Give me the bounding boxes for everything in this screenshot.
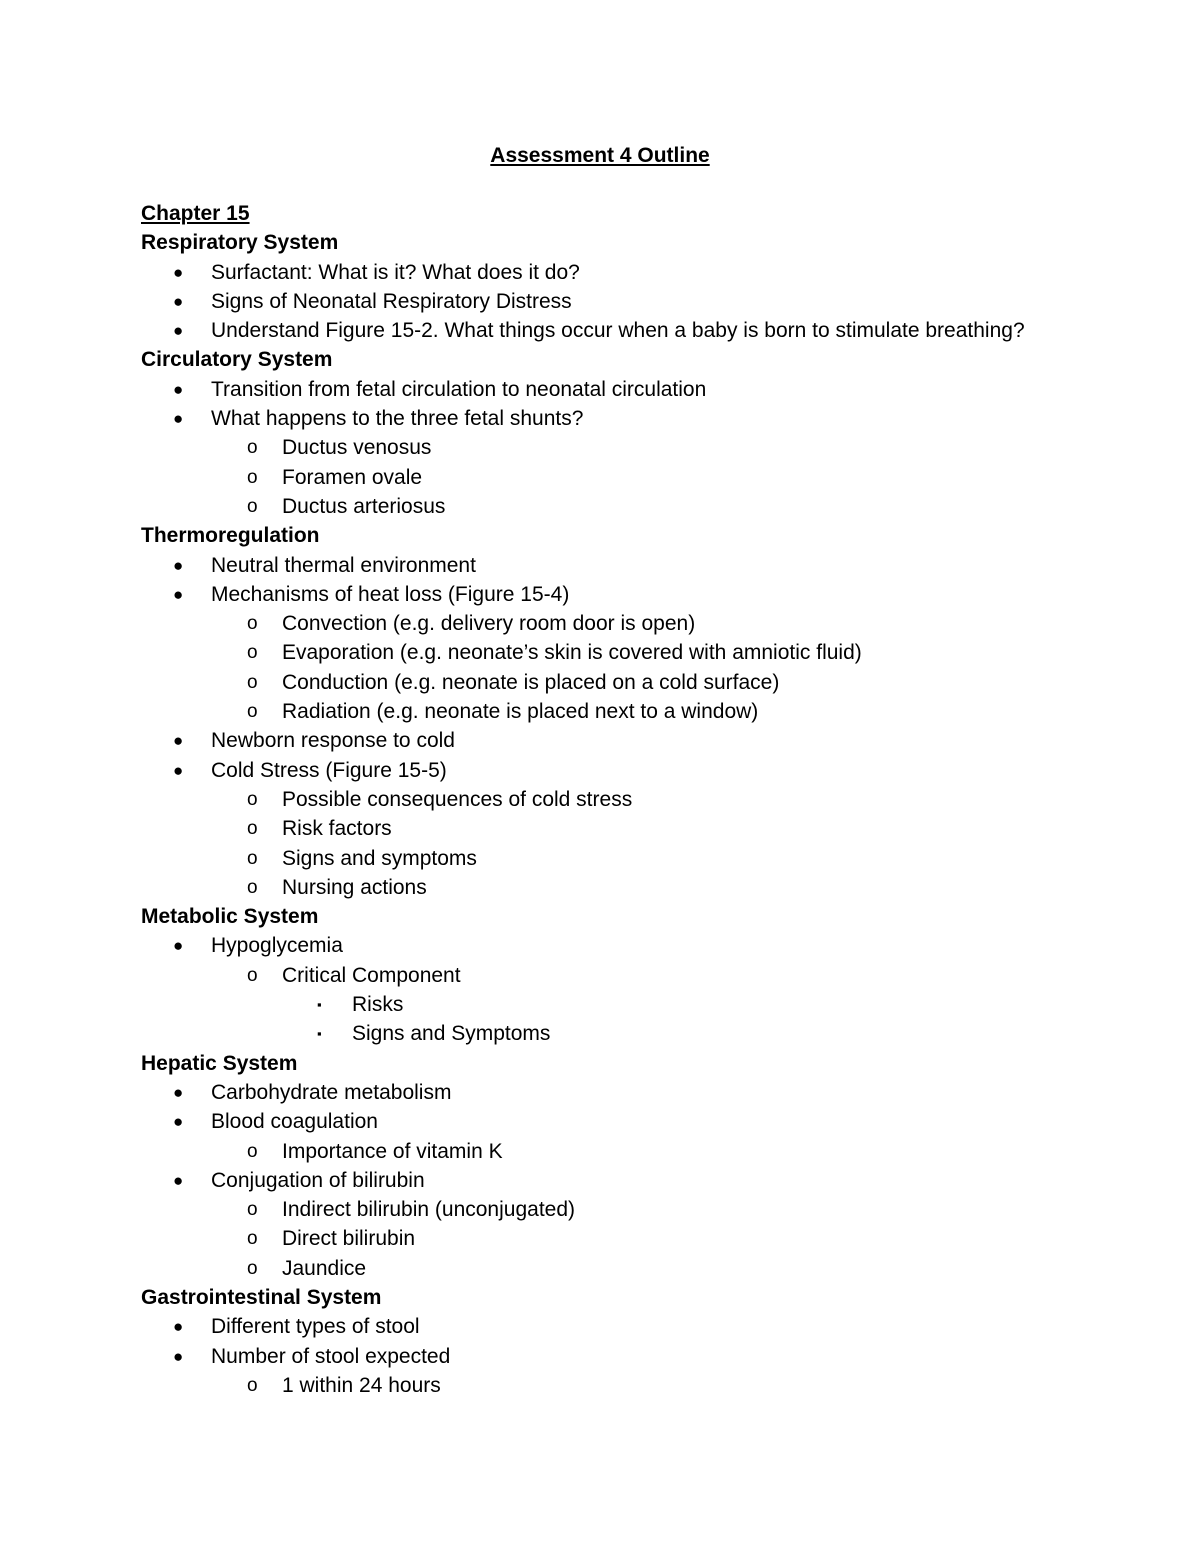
list-item-text: Conduction (e.g. neonate is placed on a cold surface)	[282, 670, 780, 694]
circle-marker-icon: o	[247, 495, 258, 517]
list-item-text: Surfactant: What is it? What does it do?	[211, 260, 580, 284]
bullet-marker-icon: ●	[173, 1346, 184, 1366]
list-item	[141, 1019, 1141, 1048]
list-item	[141, 258, 1141, 287]
list-item	[141, 1107, 1141, 1136]
circle-marker-icon: o	[247, 847, 258, 869]
chapter-heading: Chapter 15	[141, 202, 250, 225]
circle-marker-icon: o	[247, 788, 258, 810]
section-heading: Thermoregulation	[141, 524, 320, 548]
list-item-text: Convection (e.g. delivery room door is open)	[282, 612, 696, 636]
list-item	[141, 844, 1141, 873]
list-item	[141, 1078, 1141, 1107]
list-item-text: Understand Figure 15-2. What things occur when a baby is born to stimulate breathing?	[211, 319, 1025, 343]
list-item	[141, 1312, 1141, 1341]
list-item	[141, 1371, 1141, 1400]
square-marker-icon: ▪	[317, 1026, 322, 1042]
list-item	[141, 990, 1141, 1019]
list-item	[141, 668, 1141, 697]
list-item	[141, 433, 1141, 462]
circle-marker-icon: o	[247, 1140, 258, 1162]
circle-marker-icon: o	[247, 1374, 258, 1396]
list-item	[141, 375, 1141, 404]
list-item-text: What happens to the three fetal shunts?	[211, 407, 584, 431]
list-item	[141, 609, 1141, 638]
bullet-marker-icon: ●	[173, 262, 184, 282]
list-item	[141, 463, 1141, 492]
list-item-text: Different types of stool	[211, 1315, 420, 1339]
list-item-text: Number of stool expected	[211, 1344, 451, 1368]
list-item-text: Direct bilirubin	[282, 1227, 416, 1251]
list-item	[141, 287, 1141, 316]
circle-marker-icon: o	[247, 964, 258, 986]
list-item-text: Jaundice	[282, 1256, 367, 1280]
bullet-marker-icon: ●	[173, 760, 184, 780]
list-item	[141, 316, 1141, 345]
circle-marker-icon: o	[247, 701, 258, 723]
list-item-text: Nursing actions	[282, 875, 427, 899]
circle-marker-icon: o	[247, 876, 258, 898]
list-item-text: Signs and symptoms	[282, 846, 477, 870]
list-item	[141, 638, 1141, 667]
bullet-marker-icon: ●	[173, 1082, 184, 1102]
list-item-text: Risks	[352, 993, 404, 1017]
list-item	[141, 931, 1141, 960]
list-item	[141, 551, 1141, 580]
list-item-text: Risk factors	[282, 817, 392, 841]
list-item-text: Ductus arteriosus	[282, 494, 446, 518]
list-item	[141, 1342, 1141, 1371]
list-item	[141, 580, 1141, 609]
list-item-text: Neutral thermal environment	[211, 553, 476, 577]
list-item-text: Signs of Neonatal Respiratory Distress	[211, 289, 572, 313]
list-item	[141, 785, 1141, 814]
bullet-marker-icon: ●	[173, 321, 184, 341]
list-item-text: Radiation (e.g. neonate is placed next to a window)	[282, 700, 759, 724]
circle-marker-icon: o	[247, 613, 258, 635]
circle-marker-icon: o	[247, 642, 258, 664]
circle-marker-icon: o	[247, 1199, 258, 1221]
list-item-text: Indirect bilirubin (unconjugated)	[282, 1198, 576, 1222]
list-item-text: Blood coagulation	[211, 1110, 378, 1134]
section-heading: Hepatic System	[141, 1051, 298, 1075]
list-item-text: Importance of vitamin K	[282, 1139, 503, 1163]
list-item	[141, 756, 1141, 785]
list-item	[141, 1254, 1141, 1283]
circle-marker-icon: o	[247, 466, 258, 488]
circle-marker-icon: o	[247, 1228, 258, 1250]
circle-marker-icon: o	[247, 671, 258, 693]
list-item-text: Newborn response to cold	[211, 729, 455, 753]
list-item-text: Cold Stress (Figure 15-5)	[211, 758, 447, 782]
list-item-text: Critical Component	[282, 963, 461, 987]
circle-marker-icon: o	[247, 818, 258, 840]
circle-marker-icon: o	[247, 437, 258, 459]
bullet-marker-icon: ●	[173, 409, 184, 429]
circle-marker-icon: o	[247, 1257, 258, 1279]
bullet-marker-icon: ●	[173, 1170, 184, 1190]
list-item-text: Evaporation (e.g. neonate’s skin is covered with amniotic fluid)	[282, 641, 862, 665]
bullet-marker-icon: ●	[173, 1112, 184, 1132]
section-heading: Respiratory System	[141, 231, 339, 255]
list-item-text: Signs and Symptoms	[352, 1022, 551, 1046]
bullet-marker-icon: ●	[173, 555, 184, 575]
list-item-text: Conjugation of bilirubin	[211, 1168, 425, 1192]
list-item	[141, 404, 1141, 433]
outline-content	[141, 199, 1141, 1400]
bullet-marker-icon: ●	[173, 379, 184, 399]
list-item	[141, 697, 1141, 726]
list-item-text: Foramen ovale	[282, 465, 423, 489]
list-item	[141, 1224, 1141, 1253]
list-item	[141, 873, 1141, 902]
list-item-text: Hypoglycemia	[211, 934, 343, 958]
list-item-text: Ductus venosus	[282, 436, 432, 460]
square-marker-icon: ▪	[317, 997, 322, 1013]
bullet-marker-icon: ●	[173, 731, 184, 751]
list-item-text: 1 within 24 hours	[282, 1373, 441, 1397]
bullet-marker-icon: ●	[173, 1317, 184, 1337]
list-item	[141, 961, 1141, 990]
list-item	[141, 814, 1141, 843]
list-item-text: Transition from fetal circulation to neonatal circulation	[211, 377, 707, 401]
list-item	[141, 492, 1141, 521]
list-item-text: Carbohydrate metabolism	[211, 1080, 452, 1104]
bullet-marker-icon: ●	[173, 584, 184, 604]
list-item	[141, 1137, 1141, 1166]
bullet-marker-icon: ●	[173, 291, 184, 311]
section-heading: Gastrointestinal System	[141, 1285, 382, 1309]
list-item-text: Possible consequences of cold stress	[282, 787, 633, 811]
list-item-text: Mechanisms of heat loss (Figure 15-4)	[211, 582, 570, 606]
document-title: Assessment 4 Outline	[490, 144, 710, 167]
section-heading: Circulatory System	[141, 348, 333, 372]
list-item	[141, 1195, 1141, 1224]
list-item	[141, 726, 1141, 755]
bullet-marker-icon: ●	[173, 936, 184, 956]
list-item	[141, 1166, 1141, 1195]
section-heading: Metabolic System	[141, 905, 319, 929]
